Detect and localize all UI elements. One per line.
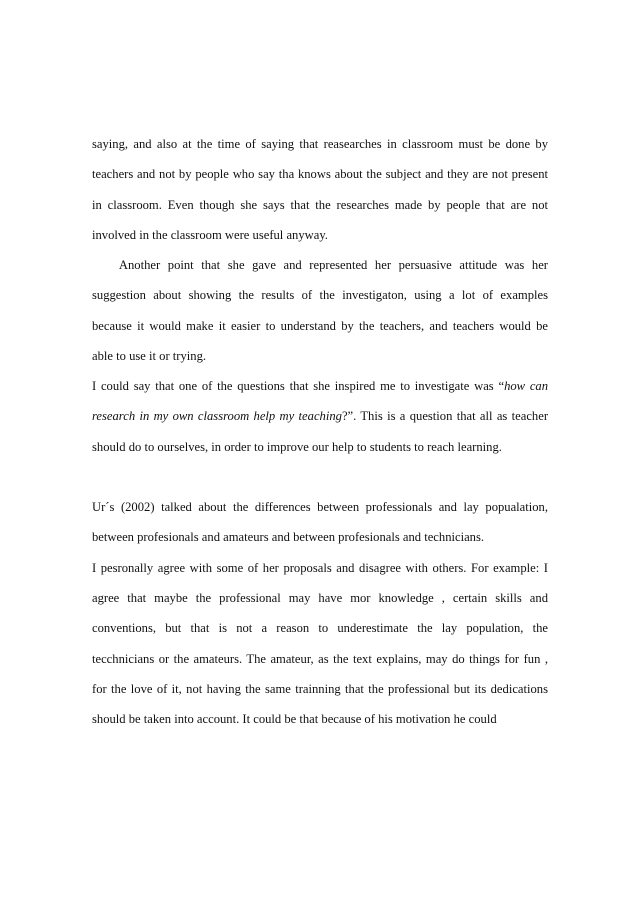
text-line: able to use it or trying.: [92, 349, 207, 363]
text-line: suggestion about showing the results of the investigaton, using a lot of examples: [92, 288, 548, 302]
italic-segment: research in my own classroom help my teaching: [92, 409, 342, 423]
text-line: [92, 378, 548, 394]
text-line: I pesronally agree with some of her proposals and disagree with others. For example: I: [92, 561, 548, 575]
text-line: [92, 257, 548, 273]
text-line: saying, and also at the time of saying that reasearches in classroom must be done by: [92, 137, 548, 151]
text-line: should do to ourselves, in order to improve our help to students to reach learning.: [92, 440, 502, 454]
text-line: in classroom. Even though she says that the researches made by people that are not: [92, 198, 548, 212]
text-line: involved in the classroom were useful anyway.: [92, 228, 328, 242]
text-line: agree that maybe the professional may have mor knowledge , certain skills and: [92, 591, 548, 605]
italic-segment: how can: [504, 379, 549, 393]
text-segment: ?”. This is a question that all as teacher: [341, 409, 549, 423]
text-line: tecchnicians or the amateurs. The amateur, as the text explains, may do things for fun ,: [92, 652, 548, 666]
text-line: conventions, but that is not a reason to underestimate the lay population, the: [92, 621, 548, 635]
text-line: between profesionals and amateurs and between profesionals and technicians.: [92, 530, 485, 544]
text-line: [92, 408, 548, 424]
text-line: for the love of it, not having the same trainning that the professional but its dedications: [92, 682, 548, 696]
text-segment: I could say that one of the questions that she inspired me to investigate was “: [92, 379, 505, 393]
text-line: Ur´s (2002) talked about the differences between professionals and lay popualation,: [92, 500, 548, 514]
text-line: teachers and not by people who say tha knows about the subject and they are not present: [92, 167, 548, 181]
text-segment: Another point that she gave and represented her persuasive attitude was her: [112, 258, 548, 272]
text-line: should be taken into account. It could be that because of his motivation he could: [92, 712, 497, 726]
text-line: because it would make it easier to understand by the teachers, and teachers would be: [92, 319, 548, 333]
